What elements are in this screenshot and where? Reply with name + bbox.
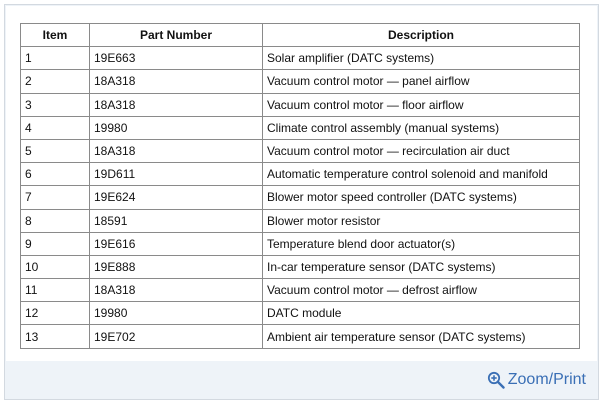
- table-row: [21, 70, 580, 93]
- table-panel: [6, 6, 597, 361]
- figure-frame: [4, 4, 599, 400]
- cell-part-number: 19D611: [90, 163, 263, 186]
- cell-item: 3: [21, 93, 90, 116]
- cell-item: 9: [21, 232, 90, 255]
- cell-part-number: 18A318: [90, 70, 263, 93]
- table-row: [21, 47, 580, 70]
- cell-part-number: 19E888: [90, 255, 263, 278]
- cell-part-number: 19E616: [90, 232, 263, 255]
- cell-part-number: 18A318: [90, 139, 263, 162]
- cell-description: Vacuum control motor — defrost airflow: [263, 279, 580, 302]
- cell-description: Blower motor resistor: [263, 209, 580, 232]
- cell-part-number: 19980: [90, 116, 263, 139]
- cell-description: Vacuum control motor — panel airflow: [263, 70, 580, 93]
- cell-part-number: 19980: [90, 302, 263, 325]
- cell-part-number: 19E702: [90, 325, 263, 348]
- column-header-part-number: Part Number: [90, 24, 263, 47]
- cell-description: Ambient air temperature sensor (DATC systems): [263, 325, 580, 348]
- cell-item: 10: [21, 255, 90, 278]
- cell-description: Vacuum control motor — floor airflow: [263, 93, 580, 116]
- magnifier-plus-icon: [487, 371, 505, 389]
- table-row: [21, 163, 580, 186]
- cell-item: 6: [21, 163, 90, 186]
- cell-item: 4: [21, 116, 90, 139]
- table-header-row: [21, 24, 580, 47]
- table-row: [21, 93, 580, 116]
- cell-description: Temperature blend door actuator(s): [263, 232, 580, 255]
- cell-item: 13: [21, 325, 90, 348]
- table-row: [21, 325, 580, 348]
- cell-part-number: 18A318: [90, 93, 263, 116]
- cell-part-number: 19E663: [90, 47, 263, 70]
- parts-table: [20, 23, 580, 349]
- cell-part-number: 18591: [90, 209, 263, 232]
- table-row: [21, 302, 580, 325]
- cell-description: Climate control assembly (manual systems): [263, 116, 580, 139]
- cell-item: 8: [21, 209, 90, 232]
- cell-description: In-car temperature sensor (DATC systems): [263, 255, 580, 278]
- table-row: [21, 186, 580, 209]
- table-row: [21, 232, 580, 255]
- column-header-description: Description: [263, 24, 580, 47]
- cell-part-number: 19E624: [90, 186, 263, 209]
- cell-description: Blower motor speed controller (DATC systems): [263, 186, 580, 209]
- table-row: [21, 279, 580, 302]
- figure-footer: [5, 363, 598, 399]
- table-row: [21, 255, 580, 278]
- cell-item: 12: [21, 302, 90, 325]
- table-row: [21, 139, 580, 162]
- zoom-print-link[interactable]: [487, 371, 586, 389]
- cell-description: Solar amplifier (DATC systems): [263, 47, 580, 70]
- cell-item: 2: [21, 70, 90, 93]
- table-row: [21, 209, 580, 232]
- column-header-item: Item: [21, 24, 90, 47]
- cell-part-number: 18A318: [90, 279, 263, 302]
- cell-item: 5: [21, 139, 90, 162]
- table-row: [21, 116, 580, 139]
- cell-description: Automatic temperature control solenoid and manifold: [263, 163, 580, 186]
- cell-item: 7: [21, 186, 90, 209]
- cell-description: Vacuum control motor — recirculation air duct: [263, 139, 580, 162]
- cell-description: DATC module: [263, 302, 580, 325]
- cell-item: 1: [21, 47, 90, 70]
- cell-item: 11: [21, 279, 90, 302]
- zoom-print-label[interactable]: Zoom/Print: [507, 371, 586, 388]
